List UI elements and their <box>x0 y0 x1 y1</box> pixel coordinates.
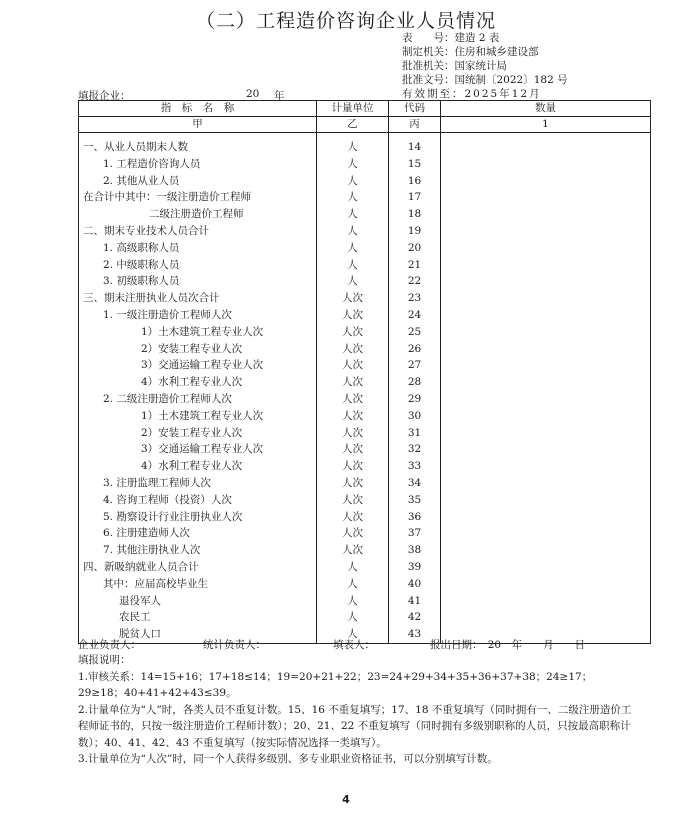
unit-cell: 人次 <box>317 458 389 475</box>
report-date-label: 报出日期： 20 年 月 日 <box>430 639 586 651</box>
quantity-input-cell[interactable] <box>441 223 651 240</box>
quantity-input-cell[interactable] <box>441 173 651 190</box>
table-row <box>79 324 651 341</box>
code-cell: 28 <box>389 374 441 391</box>
indicator-name-cell: 7. 其他注册执业人次 <box>79 542 317 559</box>
code-cell: 24 <box>389 307 441 324</box>
page-title: （二）工程造价咨询企业人员情况 <box>195 10 496 32</box>
indicator-name-cell: 2. 二级注册造价工程师人次 <box>79 391 317 408</box>
code-cell: 39 <box>389 559 441 576</box>
quantity-input-cell[interactable] <box>441 357 651 374</box>
unit-cell: 人 <box>317 240 389 257</box>
indicator-name-cell: 2. 中级职称人员 <box>79 257 317 274</box>
unit-cell: 人次 <box>317 357 389 374</box>
statistics-leader-label: 统计负责人： <box>203 639 266 651</box>
table-row <box>79 542 651 559</box>
unit-cell: 人 <box>317 609 389 626</box>
unit-cell: 人 <box>317 139 389 156</box>
unit-cell: 人次 <box>317 374 389 391</box>
unit-cell: 人 <box>317 223 389 240</box>
unit-cell: 人次 <box>317 341 389 358</box>
indicator-name-cell: 二级注册造价工程师 <box>79 206 317 223</box>
table-row <box>79 509 651 526</box>
indicator-name-cell: 在合计中其中：一级注册造价工程师 <box>79 189 317 206</box>
unit-cell: 人次 <box>317 441 389 458</box>
quantity-input-cell[interactable] <box>441 240 651 257</box>
indicator-name-cell: 3. 初级职称人员 <box>79 273 317 290</box>
code-cell: 27 <box>389 357 441 374</box>
indicator-name-cell: 其中：应届高校毕业生 <box>79 576 317 593</box>
quantity-input-cell[interactable] <box>441 525 651 542</box>
table-row <box>79 374 651 391</box>
indicator-name-cell: 5. 勘察设计行业注册执业人次 <box>79 509 317 526</box>
table-row <box>79 458 651 475</box>
indicator-name-cell: 四、新吸纳就业人员合计 <box>79 559 317 576</box>
year-prefix: 20 <box>246 88 260 100</box>
unit-cell: 人 <box>317 206 389 223</box>
unit-cell: 人次 <box>317 324 389 341</box>
unit-cell: 人次 <box>317 492 389 509</box>
quantity-input-cell[interactable] <box>441 425 651 442</box>
code-cell: 40 <box>389 576 441 593</box>
subheader-code: 丙 <box>389 117 441 133</box>
code-cell: 18 <box>389 206 441 223</box>
code-cell: 25 <box>389 324 441 341</box>
unit-cell: 人次 <box>317 307 389 324</box>
quantity-input-cell[interactable] <box>441 206 651 223</box>
unit-cell: 人 <box>317 189 389 206</box>
table-row <box>79 408 651 425</box>
header-indicator-name: 指 标 名 称 <box>79 101 317 117</box>
approving-authority: 批准机关：国家统计局 <box>402 60 507 72</box>
instruction-2: 2.计量单位为“人”时，各类人员不重复计数。15、16 不重复填写；17、18 不重复填写（同时拥有一、二级注册造价工程师证书的，只按一级注册造价工程师计数）；20、21、22 不重复填写（同时拥有多级别职称的人员，只按最高职称计数）；40、41、42、43 不重复填写（按实际情况选择一类填写）。 <box>78 703 632 749</box>
indicator-name-cell: 4）水利工程专业人次 <box>79 374 317 391</box>
header-unit: 计量单位 <box>317 101 389 117</box>
form-filler-label: 填表人： <box>333 639 375 651</box>
table-row <box>79 559 651 576</box>
issuing-authority: 制定机关：住房和城乡建设部 <box>402 46 539 58</box>
reporting-enterprise-label: 填报企业： <box>78 90 131 102</box>
quantity-input-cell[interactable] <box>441 458 651 475</box>
table-row <box>79 357 651 374</box>
approval-document: 批准文号：国统制〔2022〕182 号 <box>402 74 568 86</box>
table-row <box>79 273 651 290</box>
header-quantity: 数量 <box>441 101 651 117</box>
table-row <box>79 139 651 156</box>
code-cell: 42 <box>389 609 441 626</box>
code-cell: 43 <box>389 626 441 643</box>
quantity-input-cell[interactable] <box>441 290 651 307</box>
indicator-name-cell: 2. 其他从业人员 <box>79 173 317 190</box>
quantity-input-cell[interactable] <box>441 492 651 509</box>
quantity-input-cell[interactable] <box>441 307 651 324</box>
page-number: 4 <box>342 793 350 806</box>
table-header-row <box>79 101 651 117</box>
code-cell: 38 <box>389 542 441 559</box>
unit-cell: 人次 <box>317 475 389 492</box>
unit-cell: 人 <box>317 273 389 290</box>
quantity-input-cell[interactable] <box>441 341 651 358</box>
table-row <box>79 609 651 626</box>
subheader-name: 甲 <box>79 117 317 133</box>
quantity-input-cell[interactable] <box>441 139 651 156</box>
table-row <box>79 525 651 542</box>
indicator-name-cell: 4. 咨询工程师（投资）人次 <box>79 492 317 509</box>
unit-cell: 人 <box>317 173 389 190</box>
indicator-name-cell: 脱贫人口 <box>79 626 317 643</box>
quantity-input-cell[interactable] <box>441 559 651 576</box>
indicator-name-cell: 1）土木建筑工程专业人次 <box>79 324 317 341</box>
code-cell: 23 <box>389 290 441 307</box>
code-cell: 37 <box>389 525 441 542</box>
quantity-input-cell[interactable] <box>441 408 651 425</box>
quantity-input-cell[interactable] <box>441 374 651 391</box>
unit-cell: 人次 <box>317 509 389 526</box>
instruction-3: 3.计量单位为“人次”时，同一个人获得多级别、多专业职业资格证书，可以分别填写计数。 <box>78 753 498 765</box>
table-row <box>79 441 651 458</box>
table-row <box>79 425 651 442</box>
table-row <box>79 156 651 173</box>
table-row <box>79 341 651 358</box>
table-row <box>79 576 651 593</box>
unit-cell: 人 <box>317 559 389 576</box>
quantity-input-cell[interactable] <box>441 257 651 274</box>
code-cell: 41 <box>389 593 441 610</box>
unit-cell: 人 <box>317 156 389 173</box>
indicator-name-cell: 1. 高级职称人员 <box>79 240 317 257</box>
quantity-input-cell[interactable] <box>441 576 651 593</box>
indicator-name-cell: 2）安装工程专业人次 <box>79 341 317 358</box>
header-code: 代码 <box>389 101 441 117</box>
table-row <box>79 492 651 509</box>
unit-cell: 人 <box>317 626 389 643</box>
quantity-input-cell[interactable] <box>441 509 651 526</box>
code-cell: 29 <box>389 391 441 408</box>
form-meta <box>402 31 568 101</box>
subheader-quantity: 1 <box>441 117 651 133</box>
table-row <box>79 475 651 492</box>
indicator-name-cell: 1. 一级注册造价工程师人次 <box>79 307 317 324</box>
quantity-input-cell[interactable] <box>441 593 651 610</box>
indicator-name-cell: 6. 注册建造师人次 <box>79 525 317 542</box>
subheader-unit: 乙 <box>317 117 389 133</box>
code-cell: 17 <box>389 189 441 206</box>
instruction-1: 1.审核关系：14=15+16；17+18≤14；19=20+21+22；23=24+29+34+35+36+37+38；24≥17；29≥18；40+41+42+43≤39。 <box>78 670 593 699</box>
unit-cell: 人次 <box>317 391 389 408</box>
filling-instructions <box>78 652 638 768</box>
quantity-input-cell[interactable] <box>441 273 651 290</box>
unit-cell: 人次 <box>317 425 389 442</box>
code-cell: 20 <box>389 240 441 257</box>
code-cell: 32 <box>389 441 441 458</box>
code-cell: 35 <box>389 492 441 509</box>
code-cell: 19 <box>389 223 441 240</box>
indicator-name-cell: 农民工 <box>79 609 317 626</box>
unit-cell: 人次 <box>317 408 389 425</box>
quantity-input-cell[interactable] <box>441 542 651 559</box>
table-row <box>79 240 651 257</box>
quantity-input-cell[interactable] <box>441 189 651 206</box>
code-cell: 21 <box>389 257 441 274</box>
quantity-input-cell[interactable] <box>441 475 651 492</box>
code-cell: 30 <box>389 408 441 425</box>
table-subheader-row <box>79 117 651 133</box>
table-row <box>79 189 651 206</box>
form-number: 表 号：建造 2 表 <box>402 32 500 44</box>
quantity-input-cell[interactable] <box>441 156 651 173</box>
code-cell: 16 <box>389 173 441 190</box>
table-row <box>79 223 651 240</box>
personnel-table <box>78 100 651 644</box>
table-row <box>79 307 651 324</box>
unit-cell: 人次 <box>317 525 389 542</box>
indicator-name-cell: 3）交通运输工程专业人次 <box>79 357 317 374</box>
code-cell: 34 <box>389 475 441 492</box>
valid-until: 有效期至：2025年12月 <box>402 88 542 100</box>
code-cell: 31 <box>389 425 441 442</box>
year-suffix: 年 <box>274 90 285 102</box>
indicator-name-cell: 1. 工程造价咨询人员 <box>79 156 317 173</box>
indicator-name-cell: 一、从业人员期末人数 <box>79 139 317 156</box>
indicator-name-cell: 2）安装工程专业人次 <box>79 425 317 442</box>
code-cell: 33 <box>389 458 441 475</box>
unit-cell: 人 <box>317 593 389 610</box>
unit-cell: 人 <box>317 257 389 274</box>
code-cell: 26 <box>389 341 441 358</box>
unit-cell: 人 <box>317 576 389 593</box>
table-row <box>79 593 651 610</box>
quantity-input-cell[interactable] <box>441 441 651 458</box>
table-row <box>79 290 651 307</box>
quantity-input-cell[interactable] <box>441 609 651 626</box>
table-row <box>79 257 651 274</box>
indicator-name-cell: 3. 注册监理工程师人次 <box>79 475 317 492</box>
table-row <box>79 391 651 408</box>
instructions-heading: 填报说明： <box>78 654 131 666</box>
code-cell: 15 <box>389 156 441 173</box>
quantity-input-cell[interactable] <box>441 391 651 408</box>
code-cell: 14 <box>389 139 441 156</box>
enterprise-leader-label: 企业负责人： <box>78 639 141 651</box>
indicator-name-cell: 退役军人 <box>79 593 317 610</box>
indicator-name-cell: 4）水利工程专业人次 <box>79 458 317 475</box>
table-row <box>79 206 651 223</box>
table-row <box>79 173 651 190</box>
unit-cell: 人次 <box>317 290 389 307</box>
indicator-name-cell: 3）交通运输工程专业人次 <box>79 441 317 458</box>
code-cell: 36 <box>389 509 441 526</box>
indicator-name-cell: 1）土木建筑工程专业人次 <box>79 408 317 425</box>
unit-cell: 人次 <box>317 542 389 559</box>
indicator-name-cell: 二、期末专业技术人员合计 <box>79 223 317 240</box>
indicator-name-cell: 三、期末注册执业人员次合计 <box>79 290 317 307</box>
quantity-input-cell[interactable] <box>441 324 651 341</box>
code-cell: 22 <box>389 273 441 290</box>
